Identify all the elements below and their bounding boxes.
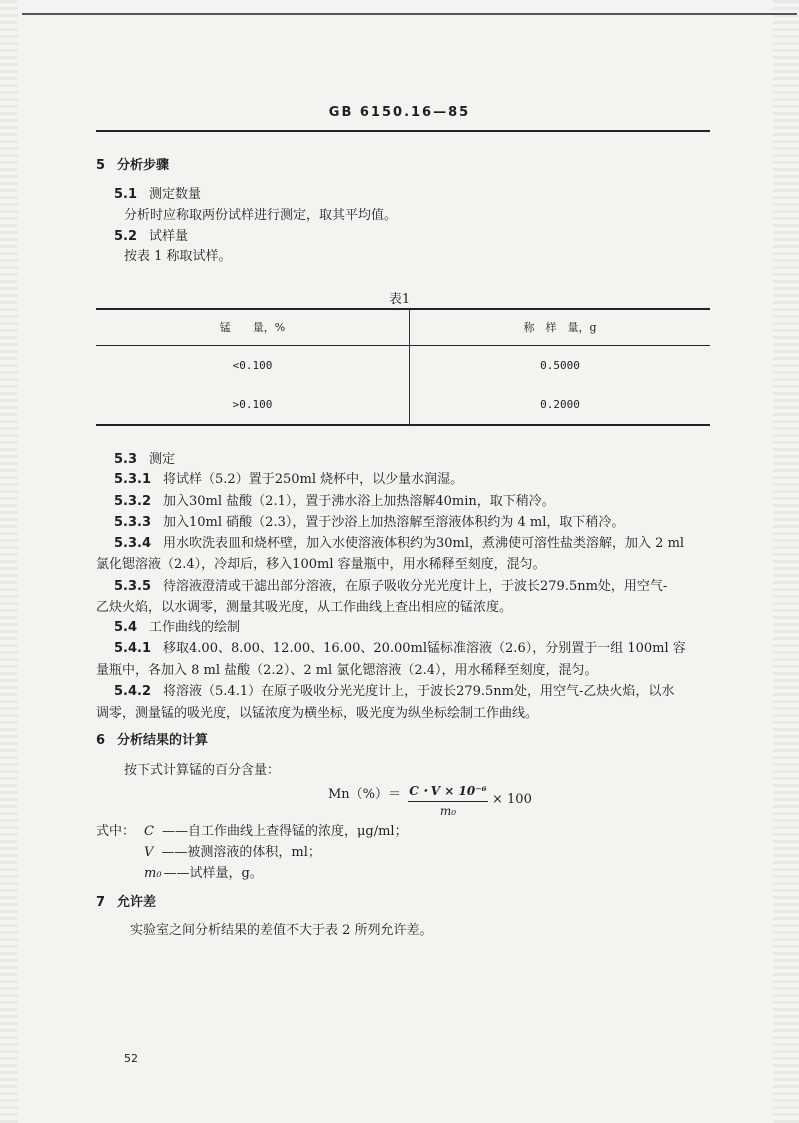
section-5-heading: 5 分析步骤 — [96, 158, 170, 173]
section-6-heading: 6 分析结果的计算 — [96, 733, 209, 748]
section-5-3-4-line-1: 5.3.4 用水吹洗表皿和烧杯壁，加入水使溶液体积约为30ml，煮沸使可溶性盐类溶解，加入 2 ml — [114, 536, 685, 551]
scan-edge-right — [773, 0, 799, 1123]
section-5-3-1: 5.3.1 将试样（5.2）置于250ml 烧杯中，以少量水润湿。 — [114, 472, 464, 487]
formula-def-v: V ——被测溶液的体积，ml； — [144, 845, 321, 860]
section-5-3-5-line-2: 乙炔火焰，以水调零，测量其吸光度，从工作曲线上查出相应的锰浓度。 — [96, 600, 513, 615]
formula-def-m0: m₀ ——试样量，g。 — [144, 866, 263, 881]
section-5-3-3: 5.3.3 加入10ml 硝酸（2.3），置于沙浴上加热溶解至溶液体积约为 4 ml，取下稍冷。 — [114, 515, 625, 530]
section-5-3-4-line-2: 氯化锶溶液（2.4），冷却后，移入100ml 容量瓶中，用水稀释至刻度，混匀。 — [96, 557, 546, 572]
header-rule — [96, 130, 710, 132]
section-5-3-5-line-1: 5.3.5 待溶液澄清或干滤出部分溶液，在原子吸收分光光度计上，于波长279.5nm处，用空气- — [114, 579, 668, 594]
section-6-intro: 按下式计算锰的百分含量： — [124, 763, 281, 778]
formula-tail: × 100 — [492, 792, 532, 807]
table-cell: >0.100 — [232, 398, 273, 411]
section-5-3-2: 5.3.2 加入30ml 盐酸（2.1），置于沸水浴上加热溶解40min，取下稍冷。 — [114, 494, 555, 509]
section-5-4-2-line-2: 调零，测量锰的吸光度，以锰浓度为横坐标，吸光度为纵坐标绘制工作曲线。 — [96, 706, 539, 721]
table-header-sample-mass: 称 样 量，g — [523, 321, 597, 334]
formula-lhs: Mn（%）＝ — [328, 787, 402, 802]
standard-number: GB 6150.16—85 — [328, 105, 471, 120]
section-5-2-body: 按表 1 称取试样。 — [124, 249, 232, 264]
table-header-rule — [96, 345, 710, 346]
formula-fraction — [408, 782, 488, 818]
section-5-3-heading: 5.3 测定 — [114, 452, 176, 467]
scan-top-border — [22, 13, 797, 15]
formula-where-prefix: 式中： — [96, 824, 136, 839]
table-cell: 0.2000 — [540, 398, 580, 411]
table-cell: 0.5000 — [540, 359, 580, 372]
scan-edge-left — [0, 0, 18, 1123]
formula-denominator: m₀ — [439, 804, 457, 818]
section-5-2-heading: 5.2 试样量 — [114, 229, 189, 244]
table-top-rule — [96, 308, 710, 310]
section-5-4-1-line-1: 5.4.1 移取4.00、8.00、12.00、16.00、20.00ml锰标准溶液（2.6），分别置于一组 100ml 容 — [114, 641, 686, 656]
page-number: 52 — [124, 1052, 138, 1065]
table-header-manganese: 锰 量，% — [219, 321, 286, 334]
section-5-4-2-line-1: 5.4.2 将溶液（5.4.1）在原子吸收分光光度计上，于波长279.5nm处，用空气-乙炔火焰，以水 — [114, 684, 675, 699]
table-bottom-rule — [96, 424, 710, 426]
section-7-body: 实验室之间分析结果的差值不大于表 2 所列允许差。 — [130, 923, 433, 938]
formula-numerator: C・V × 10⁻⁶ — [408, 782, 488, 802]
table-1 — [96, 308, 710, 426]
section-5-4-heading: 5.4 工作曲线的绘制 — [114, 620, 241, 635]
section-7-heading: 7 允许差 — [96, 895, 157, 910]
table-cell: <0.100 — [232, 359, 273, 372]
section-5-1-heading: 5.1 测定数量 — [114, 187, 202, 202]
formula-def-c: C ——自工作曲线上查得锰的浓度，μg/ml； — [144, 824, 408, 839]
section-5-4-1-line-2: 量瓶中，各加入 8 ml 盐酸（2.2）、2 ml 氯化锶溶液（2.4），用水稀释至刻度，混匀。 — [96, 663, 598, 678]
table-1-caption: 表1 — [388, 292, 411, 307]
section-5-1-body: 分析时应称取两份试样进行测定，取其平均值。 — [124, 208, 398, 223]
